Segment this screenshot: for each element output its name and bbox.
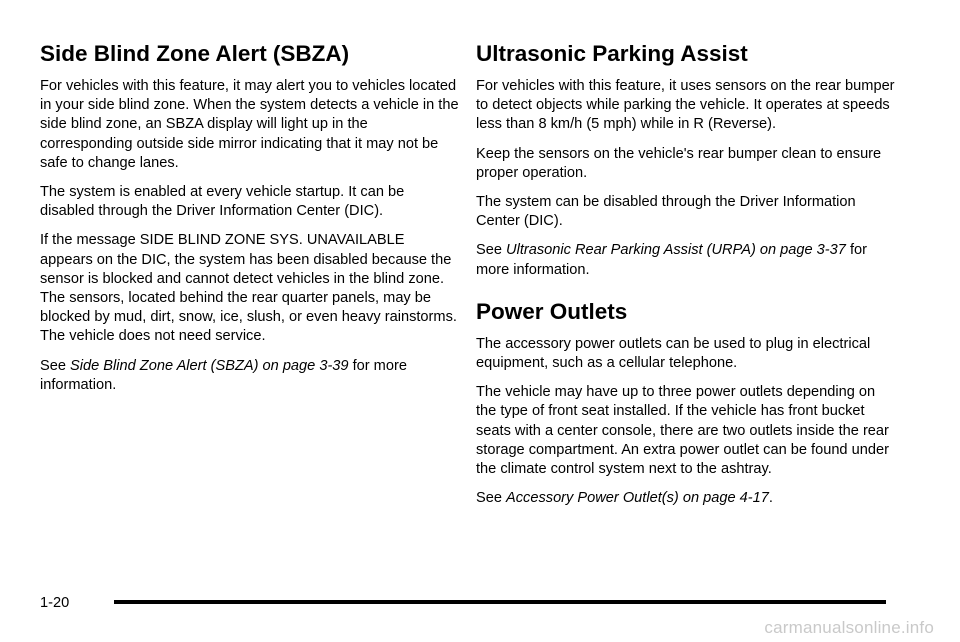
see-suffix: . (768, 490, 773, 507)
see-prefix: See (476, 242, 507, 259)
see-suffix: for more information. (40, 357, 407, 393)
see-suffix: for more information. (476, 242, 867, 278)
power-see-reference (476, 489, 896, 508)
sbza-paragraph-1: For vehicles with this feature, it may alert you to vehicles located in your side blind zone. When the system detects a vehicle in the side blind zone, an SBZA display will light up in the corresponding outside side mirror indicating that it may not be safe to change lanes. (40, 78, 459, 171)
power-paragraph-1: The accessory power outlets can be used to plug in electrical equipment, such as a cellular telephone. (476, 335, 871, 372)
parking-paragraph-1: For vehicles with this feature, it uses sensors on the rear bumper to detect objects while parking the vehicle. It operates at speeds less than 8 km/h (5 mph) while in R (Reverse). (476, 78, 895, 133)
power-outlets-heading: Power Outlets (476, 298, 628, 324)
sbza-see-reference (40, 357, 460, 395)
parking-assist-heading: Ultrasonic Parking Assist (476, 41, 748, 66)
sbza-paragraph-3: If the message SIDE BLIND ZONE SYS. UNAVAILABLE appears on the DIC, the system has been disabled because the sensor is blocked and cannot detect vehicles in the blind zone. The sensors, located behind the rear quarter panels, may be blocked by mud, dirt, snow, ice, slush, or even heavy rainstorms. The vehicle does not need service. (40, 232, 457, 345)
page-number: 1-20 (40, 595, 70, 611)
see-prefix: See (40, 357, 71, 374)
see-prefix: See (476, 490, 507, 507)
power-paragraph-2: The vehicle may have up to three power outlets depending on the type of front seat installed. If the vehicle has front bucket seats with a center console, there are two outlets inside the rear storage compartment. An extra power outlet can be found under the climate control system next to the ashtray. (476, 384, 889, 478)
urpa-page-link[interactable]: Ultrasonic Rear Parking Assist (URPA) on page 3-37 (506, 242, 846, 259)
footer-divider (114, 600, 886, 604)
outlet-page-link[interactable]: Accessory Power Outlet(s) on page 4-17 (506, 490, 769, 507)
watermark: carmanualsonline.info (764, 618, 934, 637)
sbza-page-link[interactable]: Side Blind Zone Alert (SBZA) on page 3-39 (70, 357, 349, 374)
parking-paragraph-3: The system can be disabled through the Driver Information Center (DIC). (476, 194, 856, 230)
right-column (476, 40, 896, 518)
sbza-heading: Side Blind Zone Alert (SBZA) (40, 41, 350, 66)
parking-paragraph-2: Keep the sensors on the vehicle's rear bumper clean to ensure proper operation. (476, 145, 882, 181)
left-column (40, 40, 460, 405)
sbza-paragraph-2: The system is enabled at every vehicle startup. It can be disabled through the Driver Information Center (DIC). (40, 184, 405, 220)
parking-see-reference (476, 241, 896, 279)
